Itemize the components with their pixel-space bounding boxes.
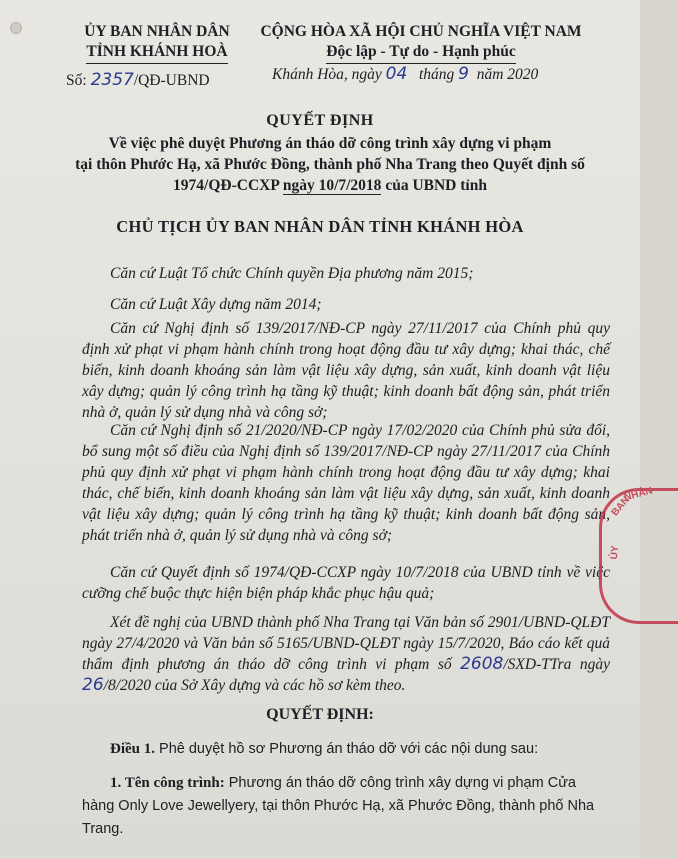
article-1-text: Phê duyệt hồ sơ Phương án tháo dỡ với các nội dung sau: bbox=[159, 741, 539, 757]
stamp-text: ỦY bbox=[608, 545, 622, 560]
proposal-paragraph bbox=[82, 612, 610, 696]
document-number bbox=[66, 70, 210, 90]
subject-ref-issuer: của UBND tỉnh bbox=[385, 177, 487, 194]
chairman-heading: CHỦ TỊCH ỦY BAN NHÂN DÂN TỈNH KHÁNH HÒA bbox=[116, 217, 524, 236]
subject-line-1: Về việc phê duyệt Phương án tháo dỡ công trình xây dựng vi phạm bbox=[108, 135, 552, 152]
date-prefix: Khánh Hòa, ngày bbox=[272, 66, 382, 83]
subject-ref-date: ngày 10/7/2018 bbox=[282, 177, 382, 194]
issue-date bbox=[272, 64, 538, 84]
basis-paragraph: Căn cứ Luật Xây dựng năm 2014; bbox=[110, 296, 322, 313]
red-seal-stamp bbox=[599, 485, 678, 624]
date-month-label: tháng bbox=[418, 66, 455, 83]
decision-heading: QUYẾT ĐỊNH: bbox=[266, 706, 374, 723]
stamp-text: NHÂN bbox=[623, 485, 654, 504]
article-1 bbox=[82, 738, 610, 761]
basis-paragraph: Căn cứ Luật Tổ chức Chính quyền Địa phương năm 2015; bbox=[110, 265, 474, 282]
document-subject bbox=[60, 133, 600, 196]
item-1 bbox=[82, 772, 610, 841]
date-month: 9 bbox=[458, 64, 469, 84]
punch-hole bbox=[10, 22, 22, 34]
national-motto bbox=[256, 22, 586, 64]
number-suffix: /QĐ-UBND bbox=[133, 72, 210, 89]
date-day: 04 bbox=[385, 64, 408, 84]
proposal-text-before: Xét đề nghị của UBND thành phố Nha Trang tại Văn bản số 2901/UBND-QLĐT ngày 27/4/2020 và Văn bản số 5165/UBND-QLĐT ngày 15/7/2020, Báo cáo kết quả thẩm định phương án tháo dỡ công trình vi phạm số bbox=[82, 614, 610, 673]
subject-line-3 bbox=[60, 175, 600, 196]
nation-line-2: Độc lập - Tự do - Hạnh phúc bbox=[326, 42, 515, 64]
proposal-text-after: /8/2020 của Sở Xây dựng và các hồ sơ kèm theo. bbox=[103, 677, 406, 694]
subject-line-2: tại thôn Phước Hạ, xã Phước Đồng, thành phố Nha Trang theo Quyết định số bbox=[75, 156, 585, 173]
handwritten-report-day: 26 bbox=[82, 675, 104, 695]
document-title: QUYẾT ĐỊNH bbox=[266, 112, 374, 129]
item-1-label: 1. Tên công trình: bbox=[110, 775, 225, 791]
proposal-text-middle: /SXD-TTra ngày bbox=[503, 656, 610, 673]
issuing-agency bbox=[52, 22, 262, 64]
item-1-text: Phương án tháo dỡ công trình xây dựng vi phạm Cửa hàng Only Love Jewellyery, tại thôn Phước Hạ, xã Phước Đồng, thành phố Nha Trang. bbox=[82, 775, 595, 837]
stamp-text: BAN bbox=[609, 494, 633, 519]
number-prefix: Số: bbox=[66, 72, 87, 89]
basis-paragraph: Căn cứ Quyết định số 1974/QĐ-CCXP ngày 10/7/2018 của UBND tỉnh về việc cưỡng chế buộc thực hiện biện pháp khắc phục hậu quả; bbox=[82, 564, 610, 602]
article-1-label: Điều 1. bbox=[110, 741, 155, 757]
basis-paragraph: Căn cứ Nghị định số 21/2020/NĐ-CP ngày 17/02/2020 của Chính phủ sửa đổi, bổ sung một số điều của Nghị định số 139/2017/NĐ-CP ngày 27/11/2017 của Chính phủ quy định xử phạt vi phạm hành chính trong hoạt động đầu tư xây dựng; khai thác, chế biến, kinh doanh khoáng sản làm vật liệu xây dựng, sản xuất, kinh doanh vật liệu xây dựng; quản lý công trình hạ tầng kỹ thuật; kinh doanh bất động sản, phát triển nhà ở, quản lý sử dụng nhà và công sở; bbox=[82, 422, 610, 544]
handwritten-number: 2357 bbox=[90, 70, 134, 90]
agency-line-1: ỦY BAN NHÂN DÂN bbox=[84, 23, 230, 40]
nation-line-1: CỘNG HÒA XÃ HỘI CHỦ NGHĨA VIỆT NAM bbox=[260, 23, 582, 40]
handwritten-report-number: 2608 bbox=[460, 654, 504, 674]
subject-ref-number: 1974/QĐ-CCXP bbox=[173, 177, 279, 194]
agency-line-2: TỈNH KHÁNH HOÀ bbox=[86, 42, 227, 64]
basis-paragraph: Căn cứ Nghị định số 139/2017/NĐ-CP ngày 27/11/2017 của Chính phủ quy định xử phạt vi phạm hành chính trong hoạt động đầu tư xây dựng; khai thác, chế biến, kinh doanh khoáng sản làm vật liệu xây dựng, sản xuất, kinh doanh vật liệu xây dựng; quản lý công trình hạ tầng kỹ thuật; kinh doanh bất động sản, phát triển nhà ở, quản lý sử dụng nhà và công sở; bbox=[82, 320, 610, 421]
date-year: năm 2020 bbox=[476, 66, 539, 83]
